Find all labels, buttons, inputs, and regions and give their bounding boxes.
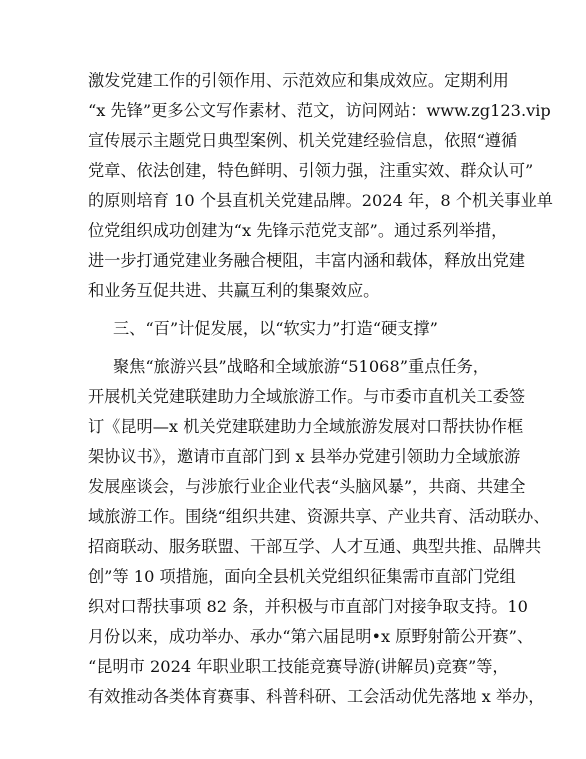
paragraph-line: 有效推动各类体育赛事、科普科研、工会活动优先落地 x 举办， xyxy=(88,687,545,706)
paragraph-line: “昆明市 2024 年职业职工技能竞赛导游(讲解员)竞赛”等， xyxy=(88,657,509,676)
paragraph-line: 聚焦“旅游兴县”战略和全域旅游“51068”重点任务， xyxy=(113,357,489,376)
paragraph-line: 宣传展示主题党日典型案例、机关党建经验信息，依照“遵循 xyxy=(88,131,518,150)
paragraph-line: 月份以来，成功举办、承办“第六届昆明•x 原野射箭公开赛”、 xyxy=(88,627,534,646)
paragraph-line: 域旅游工作。围绕“组织共建、资源共享、产业共育、活动联办、 xyxy=(88,507,550,526)
paragraph-line: 位党组织成功创建为“x 先锋示范党支部”。通过系列举措， xyxy=(88,221,508,240)
paragraph-line: 激发党建工作的引领作用、示范效应和集成效应。定期利用 xyxy=(88,71,509,90)
paragraph-line: 进一步打通党建业务融合梗阻，丰富内涵和载体，释放出党建 xyxy=(88,251,526,270)
paragraph-line: 架协议书》，邀请市直部门到 x 县举办党建引领助力全域旅游 xyxy=(88,447,521,466)
paragraph-line: 党章、依法创建，特色鲜明、引领力强，注重实效、群众认可” xyxy=(88,161,534,180)
section-heading: 三、“百”计促发展，以“软实力”打造“硬支撑” xyxy=(113,319,438,338)
paragraph-line: 创”等 10 项措施，面向全县机关党组织征集需市直部门党组 xyxy=(88,567,516,586)
paragraph-line: “x 先锋”更多公文写作素材、范文，访问网站：www.zg123.vip xyxy=(88,101,551,120)
paragraph-line: 发展座谈会，与涉旅行业企业代表“头脑风暴”，共商、共建全 xyxy=(88,477,526,496)
paragraph-line: 的原则培育 10 个县直机关党建品牌。2024 年，8 个机关事业单 xyxy=(88,191,553,210)
paragraph-line: 招商联动、服务联盟、干部互学、人才互通、典型共推、品牌共 xyxy=(88,537,542,556)
paragraph-line: 开展机关党建联建助力全域旅游工作。与市委市直机关工委签 xyxy=(88,387,526,406)
paragraph-line: 织对口帮扶事项 82 条，并积极与市直部门对接争取支持。10 xyxy=(88,597,528,616)
paragraph-line: 和业务互促共进、共赢互利的集聚效应。 xyxy=(88,281,380,300)
paragraph-line: 订《昆明—x 机关党建联建助力全域旅游发展对口帮扶协作框 xyxy=(88,417,524,436)
